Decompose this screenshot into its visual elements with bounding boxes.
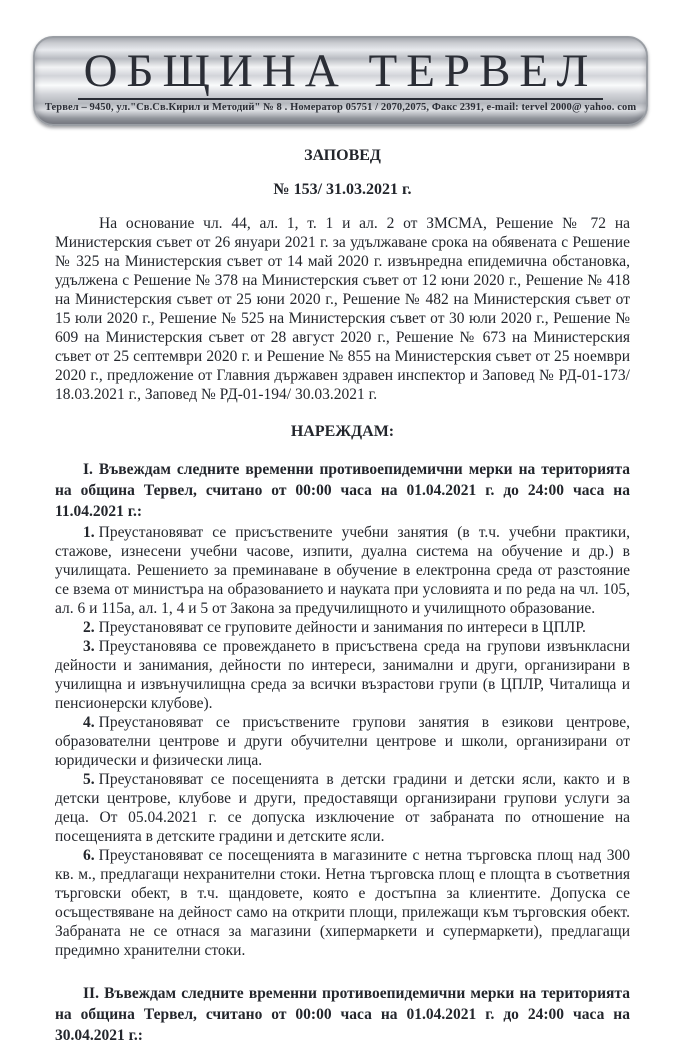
section-1-heading: I. Въвеждам следните временни противоепидемични мерки на територията на община Тервел, считано от 00:00 часа на 01.04.2021 г. до 24:00 часа на 11.04.2021 г.: [55, 461, 630, 520]
document-number: № 153/ 31.03.2021 г. [273, 181, 412, 198]
order-item-6 [55, 846, 630, 960]
document-title: ЗАПОВЕД [304, 147, 381, 164]
item-4-text: Преустановяват се присъствените групови занятия в езикови центрове, образователни центрове и други обучителни центрове и школи, организирани от юридически и физически лица. [55, 714, 630, 769]
item-4-number: 4. [83, 714, 95, 731]
legal-basis-paragraph: На основание чл. 44, ал. 1, т. 1 и ал. 2 от ЗМСМА, Решение № 72 на Министерския съвет от 26 януари 2021 г. за удължаване срока на обявената с Решение № 325 на Министерския съвет от 14 май 2020 г. извънредна епидемична обстановка, удължена с Решение № 378 на Министерския съвет от 12 юни 2020 г., Решение № 418 на Министерския съвет от 25 юни 2020 г., Решение № 482 на Министерския съвет от 15 юли 2020 г., Решение № 525 на Министерския съвет от 30 юли 2020 г., Решение № 609 на Министерския съвет от 28 август 2020 г., Решение № 673 на Министерския съвет от 25 септември 2020 г. и Решение № 855 на Министерския съвет от 25 ноември 2020 г., предложение от Главния държавен здравен инспектор и Заповед № РД-01-173/ 18.03.2021 г., Заповед № РД-01-194/ 30.03.2021 г. [55, 215, 630, 403]
item-2-text: Преустановяват се груповите дейности и занимания по интереси в ЦПЛР. [98, 619, 586, 636]
item-5-number: 5. [83, 771, 95, 788]
item-1-number: 1. [83, 524, 95, 541]
command-heading: НАРЕЖДАМ: [290, 423, 395, 440]
municipality-address: Тервел – 9450, ул."Св.Св.Кирил и Методий" № 8 . Номератор 05751 / 2070,2075, Факс 2391, e-mail: tervel 2000@ yahoo. com [44, 102, 637, 113]
section-1-items [55, 523, 630, 960]
item-5-text: Преустановяват се посещенията в детски градини и детски ясли, както и в детски центрове, клубове и други, предоставящи организирани групови услуги за деца. От 05.04.2021 г. се допуска изключение от забраната по отношение на посещенията в детските градини и детските ясли. [55, 771, 630, 845]
item-3-text: Преустановява се провеждането в присъствена среда на групови извънкласни дейности и занимания, дейности по интереси, занимални и други, организирани в училищна и извънучилищна среда за всички възрастови групи (в ЦПЛР, Читалища и пенсионерски клубове). [55, 638, 630, 712]
item-2-number: 2. [83, 619, 95, 636]
order-item-3 [55, 637, 630, 713]
section-2-heading: II. Въвеждам следните временни противоепидемични мерки на територията на община Тервел, считано от 00:00 часа на 01.04.2021 г. до 24:00 часа на 30.04.2021 г.: [55, 985, 630, 1044]
item-6-number: 6. [83, 847, 95, 864]
item-6-text: Преустановяват се посещенията в магазините с нетна търговска площ над 300 кв. м., предлагащи нехранителни стоки. Нетна търговска площ е площта в съответния търговски обект, в т.ч. щандовете, която е достъпна за клиентите. Допуска се осъществяване на дейност само на открити площи, прилежащи към търговския обект. Забраната не се отнася за магазини (хипермаркети и супермаркети), предлагащи предимно хранителни стоки. [55, 847, 630, 959]
item-1-text: Преустановяват се присъствените учебни занятия (в т.ч. учебни практики, стажове, изнесени учебни часове, изпити, дуална система на обучение и др.) в училищата. Решението за преминаване в обучение в електронна среда от разстояние се взема от министъра на образованието и науката при условията и по реда на чл. 105, ал. 6 и 115а, ал. 1, 4 и 5 от Закона за предучилищното и училищното образование. [55, 524, 630, 617]
order-item-4 [55, 713, 630, 770]
order-item-2 [55, 618, 630, 637]
letterhead-banner [33, 36, 648, 126]
item-3-number: 3. [83, 638, 95, 655]
municipality-name: ОБЩИНА ТЕРВЕЛ [78, 48, 604, 100]
order-item-5 [55, 770, 630, 846]
order-item-1 [55, 523, 630, 618]
